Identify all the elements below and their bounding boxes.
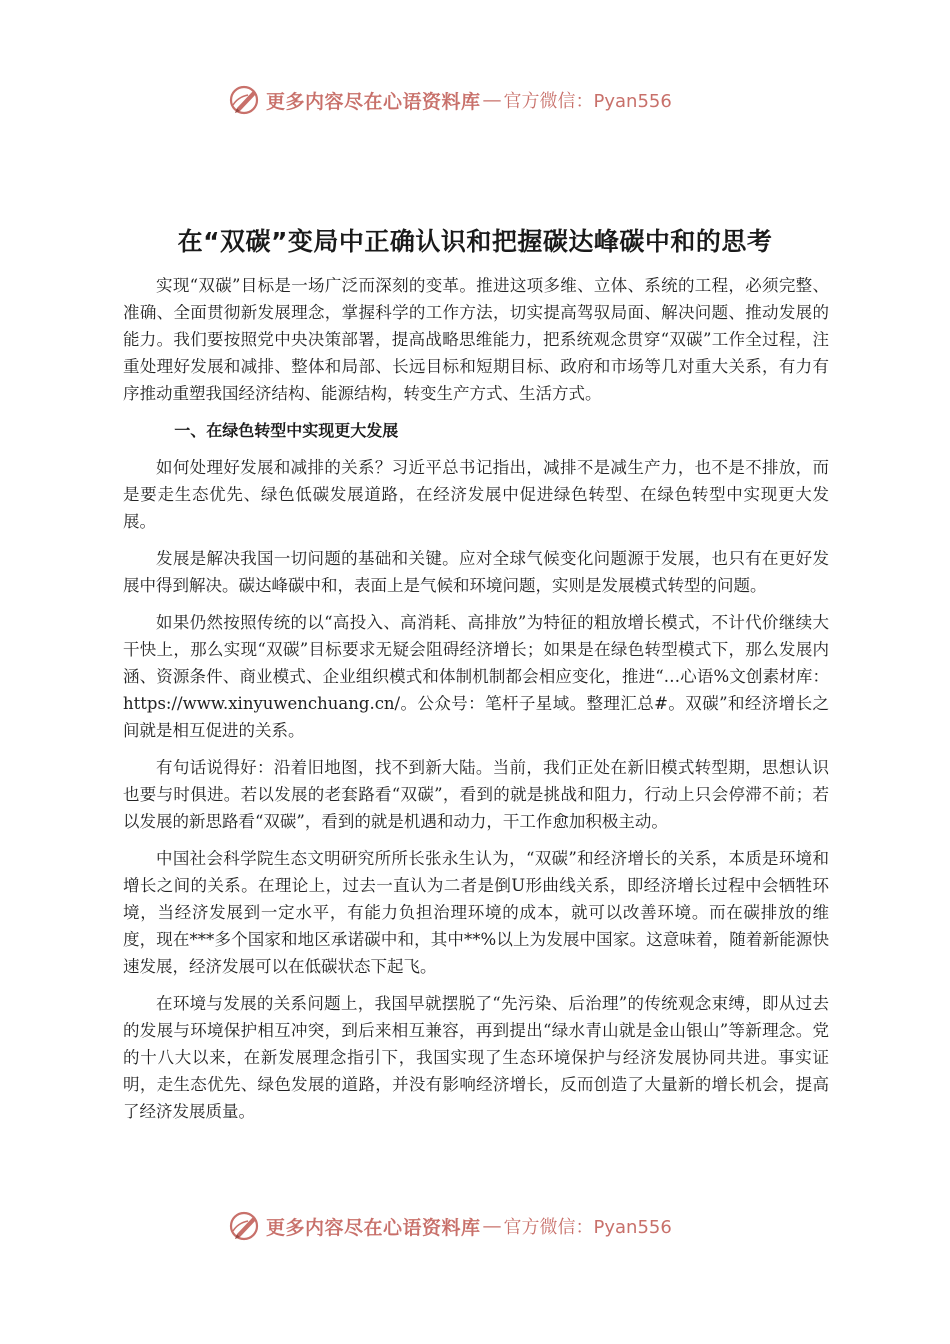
- body-paragraph: 发展是解决我国一切问题的基础和关键。应对全球气候变化问题源于发展，也只有在更好发展中得到解决。碳达峰碳中和，表面上是气候和环境问题，实则是发展模式转型的问题。: [123, 549, 829, 595]
- watermark-contact: 官方微信：Pyan556: [503, 91, 672, 112]
- intro-paragraph: 实现“双碳”目标是一场广泛而深刻的变革。推进这项多维、立体、系统的工程，必须完整、准确、全面贯彻新发展理念，掌握科学的工作方法，切实提高驾驭局面、解决问题、推动发展的能力。我们要按照党中央决策部署，提高战略思维能力，把系统观念贯穿“双碳”工作全过程，注重处理好发展和减排、整体和局部、长远目标和短期目标、政府和市场等几对重大关系，有力有序推动重塑我国经济结构、能源结构，转变生产方式、生活方式。: [123, 276, 829, 403]
- watermark-separator: —: [482, 1215, 502, 1237]
- watermark-banner-bottom: [228, 1208, 748, 1244]
- watermark-separator: —: [482, 89, 502, 111]
- body-paragraph: 在环境与发展的关系问题上，我国早就摆脱了“先污染、后治理”的传统观念束缚，即从过去的发展与环境保护相互冲突，到后来相互兼容，再到提出“绿水青山就是金山银山”等新理念。党的十八大以来，在新发展理念指引下，我国实现了生态环境保护与经济发展协同共进。事实证明，走生态优先、绿色发展的道路，并没有影响经济增长，反而创造了大量新的增长机会，提高了经济发展质量。: [123, 994, 829, 1121]
- body-paragraph: 如果仍然按照传统的以“高投入、高消耗、高排放”为特征的粗放增长模式，不计代价继续大干快上，那么实现“双碳”目标要求无疑会阻碍经济增长；如果是在绿色转型模式下，那么发展内涵、资源条件、商业模式、企业组织模式和体制机制都会相应变化，推进“…心语%文创素材库：https://www.xinyuwenchuang.cn/。公众号：笔杆子星域。整理汇总#。双碳”和经济增长之间就是相互促进的关系。: [123, 613, 829, 740]
- body-paragraph: 中国社会科学院生态文明研究所所长张永生认为，“双碳”和经济增长的关系，本质是环境和增长之间的关系。在理论上，过去一直认为二者是倒U形曲线关系，即经济增长过程中会牺牲环境，当经济发展到一定水平，有能力负担治理环境的成本，就可以改善环境。而在碳排放的维度，现在***多个国家和地区承诺碳中和，其中**%以上为发展中国家。这意味着，随着新能源快速发展，经济发展可以在低碳状态下起飞。: [123, 849, 829, 976]
- watermark-text: 更多内容尽在心语资料库: [266, 90, 481, 113]
- body-paragraph: 有句话说得好：沿着旧地图，找不到新大陆。当前，我们正处在新旧模式转型期，思想认识也要与时俱进。若以发展的老套路看“双碳”，看到的就是挑战和阻力，行动上只会停滞不前；若以发展的新思路看“双碳”，看到的就是机遇和动力，干工作愈加积极主动。: [123, 758, 829, 831]
- watermark-contact: 官方微信：Pyan556: [503, 1217, 672, 1238]
- document-title: 在“双碳”变局中正确认识和把握碳达峰碳中和的思考: [177, 227, 773, 256]
- body-paragraph: 如何处理好发展和减排的关系？习近平总书记指出，减排不是减生产力，也不是不排放，而是要走生态优先、绿色低碳发展道路，在经济发展中促进绿色转型、在绿色转型中实现更大发展。: [123, 458, 829, 531]
- pen-logo-icon: [228, 83, 262, 117]
- document-body: [123, 272, 829, 1135]
- section-heading: 一、在绿色转型中实现更大发展: [174, 421, 399, 440]
- pen-logo-icon: [228, 1209, 262, 1243]
- watermark-text: 更多内容尽在心语资料库: [266, 1216, 481, 1239]
- watermark-banner-top: [228, 82, 748, 118]
